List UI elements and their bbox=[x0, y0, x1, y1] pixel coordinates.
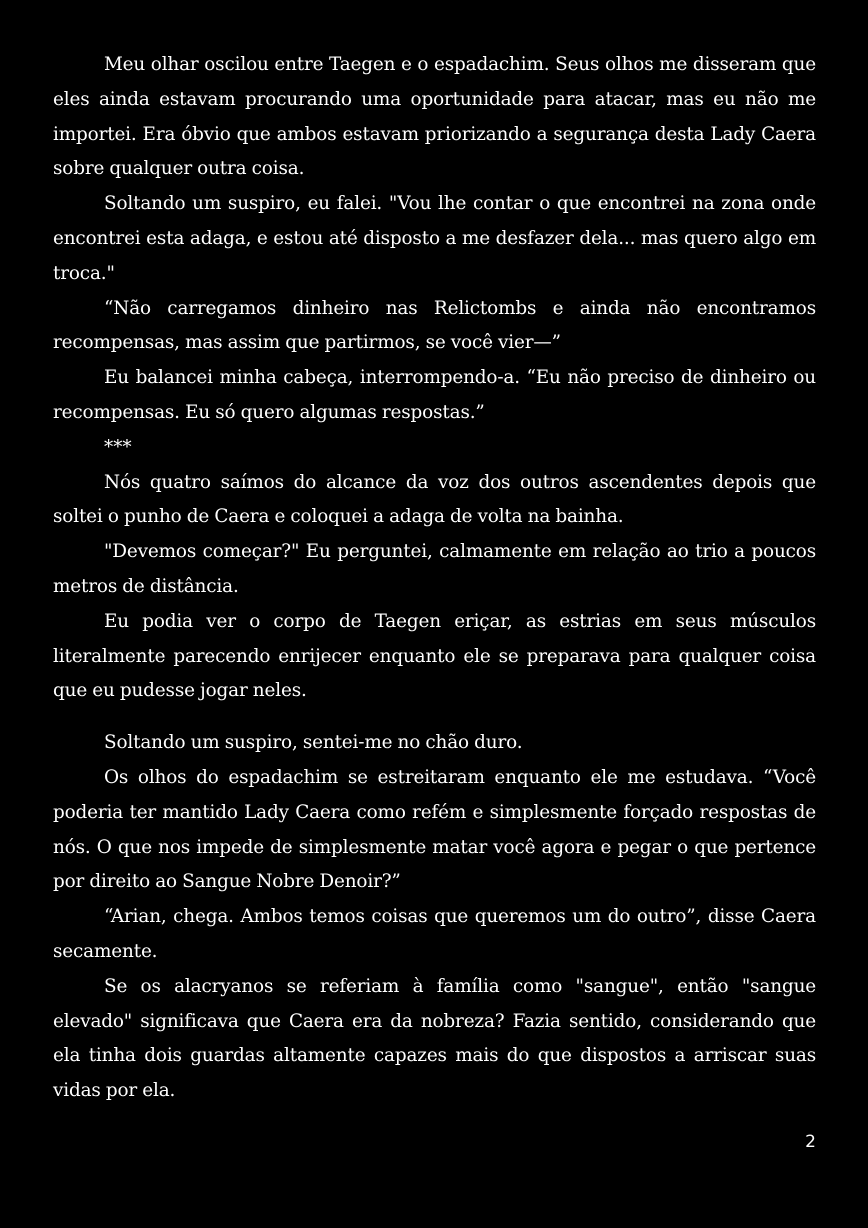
paragraph: “Não carregamos dinheiro nas Relictombs e ainda não encontramos recompensas, mas assim que partirmos, se você vier—” bbox=[53, 297, 816, 354]
paragraph: Soltando um suspiro, eu falei. "Vou lhe contar o que encontrei na zona onde encontrei esta adaga, e estou até disposto a me desfazer dela... mas quero algo em troca." bbox=[53, 193, 816, 284]
body-text bbox=[53, 48, 816, 1109]
paragraph: “Arian, chega. Ambos temos coisas que queremos um do outro”, disse Caera secamente. bbox=[53, 906, 816, 962]
paragraph: "Devemos começar?" Eu perguntei, calmamente em relação ao trio a poucos metros de distância. bbox=[53, 541, 816, 597]
paragraph: Eu balancei minha cabeça, interrompendo-a. “Eu não preciso de dinheiro ou recompensas. Eu só quero algumas respostas.” bbox=[53, 367, 816, 423]
paragraph: Eu podia ver o corpo de Taegen eriçar, as estrias em seus músculos literalmente parecendo enrijecer enquanto ele se preparava para qualquer coisa que eu pudesse jogar neles. bbox=[53, 610, 816, 702]
page-number: 2 bbox=[805, 1132, 816, 1152]
paragraph: Meu olhar oscilou entre Taegen e o espadachim. Seus olhos me disseram que eles ainda estavam procurando uma oportunidade para atacar, mas eu não me importei. Era óbvio que ambos estavam priorizando a segurança desta Lady Caera sobre qualquer outra coisa. bbox=[53, 54, 816, 180]
paragraph: Nós quatro saímos do alcance da voz dos outros ascendentes depois que soltei o punho de Caera e coloquei a adaga de volta na bainha. bbox=[53, 471, 816, 528]
paragraph: Os olhos do espadachim se estreitaram enquanto ele me estudava. “Você poderia ter mantido Lady Caera como refém e simplesmente forçado respostas de nós. O que nos impede de simplesmente matar você agora e pegar o que pertence por direito ao Sangue Nobre Denoir?” bbox=[53, 766, 816, 893]
paragraph: Se os alacryanos se referiam à família como "sangue", então "sangue elevado" significava que Caera era da nobreza? Fazia sentido, considerando que ela tinha dois guardas altamente capazes mais do que dispostos a arriscar suas vidas por ela. bbox=[53, 975, 816, 1102]
paragraph: Soltando um suspiro, sentei-me no chão duro. bbox=[104, 732, 523, 754]
scene-separator: *** bbox=[104, 436, 132, 458]
